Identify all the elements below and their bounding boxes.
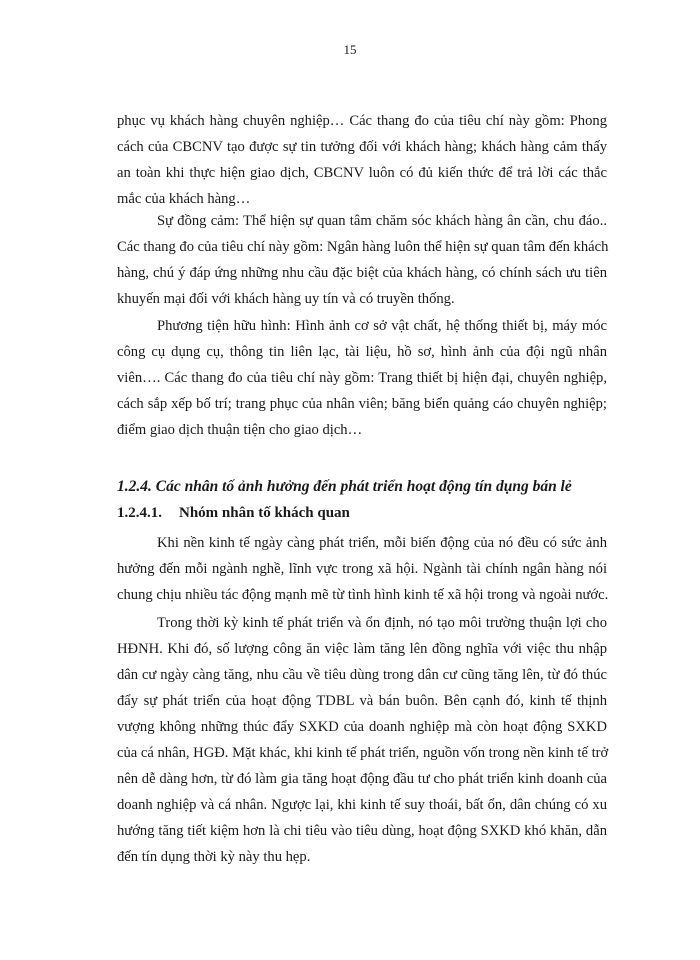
text-line: dân cư ngày càng tăng, nhu cầu về tiêu dùng trong dân cư cũng tăng lên, từ đó thúc xyxy=(117,667,607,683)
text-line: phục vụ khách hàng chuyên nghiệp… Các thang đo của tiêu chí này gồm: Phong xyxy=(117,113,607,129)
text-line: hưởng đến mỗi ngành nghề, lĩnh vực trong xã hội. Ngành tài chính ngân hàng nói xyxy=(117,561,607,577)
text-line: HĐNH. Khi đó, số lượng công ăn việc làm tăng lên đồng nghĩa với việc thu nhập xyxy=(117,641,607,657)
text-line: nên dễ dàng hơn, từ đó làm gia tăng hoạt động đầu tư cho phát triển kinh doanh của xyxy=(117,771,607,787)
text-line: Trong thời kỳ kinh tế phát triển và ổn định, nó tạo môi trường thuận lợi cho xyxy=(157,615,607,631)
text-line: vượng không những thúc đẩy SXKD của doanh nghiệp mà còn hoạt động SXKD xyxy=(117,719,607,735)
text-line: chung chịu nhiều tác động mạnh mẽ từ tình hình kinh tế xã hội trong và ngoài nước. xyxy=(117,587,609,603)
section-heading: 1.2.4. Các nhân tố ảnh hưởng đến phát triển hoạt động tín dụng bán lẻ xyxy=(117,478,572,495)
text-line: đẩy sự phát triển của hoạt động TDBL và bán buôn. Bên cạnh đó, kinh tế thịnh xyxy=(117,693,607,709)
text-line: khuyến mại đối với khách hàng uy tín và có truyền thống. xyxy=(117,291,455,307)
subsection-heading xyxy=(117,505,617,522)
text-line: của cá nhân, HGĐ. Mặt khác, khi kinh tế phát triển, nguồn vốn trong nền kinh tế trở xyxy=(117,745,609,761)
paragraph-economic-development xyxy=(117,530,607,608)
subsection-number: 1.2.4.1. xyxy=(117,505,162,521)
text-line: mắc của khách hàng… xyxy=(117,191,251,207)
text-line: đến tín dụng thời kỳ này thu hẹp. xyxy=(117,849,311,865)
paragraph-economic-stability xyxy=(117,610,607,870)
text-line: viên…. Các thang đo của tiêu chí này gồm: Trang thiết bị hiện đại, chuyên nghiệp, xyxy=(117,370,607,386)
text-line: hướng tăng tiết kiệm hơn là chi tiêu vào tiêu dùng, hoạt động SXKD khó khăn, dẫn xyxy=(117,823,607,839)
text-line: doanh nghiệp và cá nhân. Ngược lại, khi kinh tế suy thoái, bất ổn, dân chúng có xu xyxy=(117,797,607,813)
text-line: hàng, chú ý đáp ứng những nhu cầu đặc biệt của khách hàng, có chính sách ưu tiên xyxy=(117,265,607,281)
paragraph-tangibles xyxy=(117,313,607,443)
text-line: cách sắp xếp bố trí; trang phục của nhân viên; băng biển quảng cáo chuyên nghiệp; xyxy=(117,396,607,412)
text-line: Khi nền kinh tế ngày càng phát triển, mỗi biến động của nó đều có sức ảnh xyxy=(157,535,607,551)
text-line: Các thang đo của tiêu chí này gồm: Ngân hàng luôn thể hiện sự quan tâm đến khách xyxy=(117,239,609,255)
paragraph-service-professionalism xyxy=(117,108,607,212)
text-line: Phương tiện hữu hình: Hình ảnh cơ sở vật chất, hệ thống thiết bị, máy móc xyxy=(157,318,607,334)
text-line: cách của CBCNV tạo được sự tin tưởng đối với khách hàng; khách hàng cảm thấy xyxy=(117,139,607,155)
text-line: an toàn khi thực hiện giao dịch, CBCNV luôn có đủ kiến thức để trả lời các thắc xyxy=(117,165,607,181)
text-line: Sự đồng cảm: Thể hiện sự quan tâm chăm sóc khách hàng ân cần, chu đáo.. xyxy=(157,213,607,229)
paragraph-empathy xyxy=(117,208,607,312)
subsection-title: Nhóm nhân tố khách quan xyxy=(179,505,350,521)
text-line: công cụ dụng cụ, thông tin liên lạc, tài liệu, hồ sơ, hình ảnh của đội ngũ nhân xyxy=(117,344,607,360)
page-number: 15 xyxy=(343,42,357,57)
text-line: điểm giao dịch thuận tiện cho giao dịch… xyxy=(117,422,363,438)
